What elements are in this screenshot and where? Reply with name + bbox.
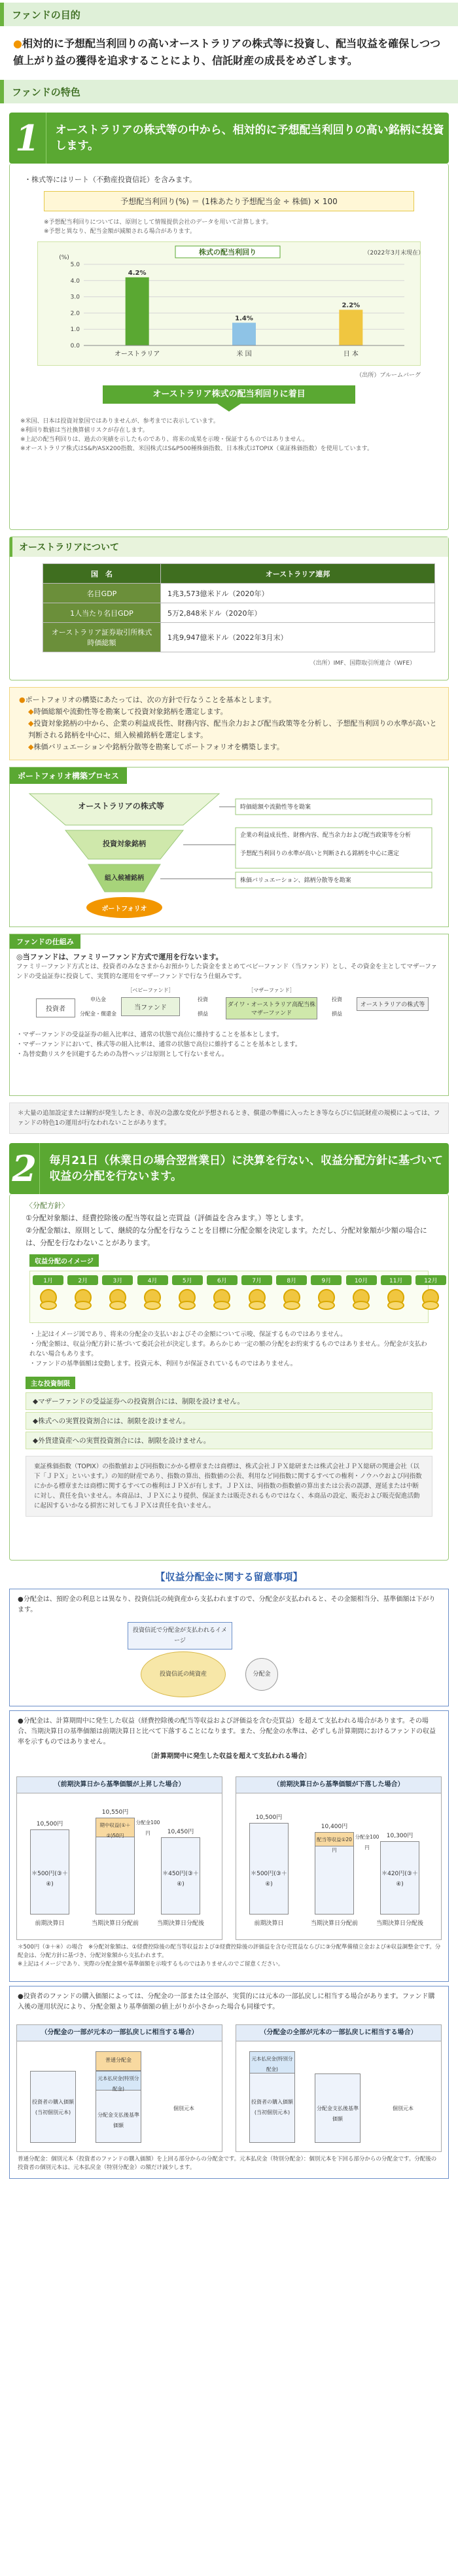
- policy-text: ポートフォリオの構築にあたっては、次の方針で行なうことを基本とします。: [25, 696, 276, 704]
- chart-note: ※上記の配当利回りは、過去の実績を示したものであり、将来の成果を示唆・保証するものではありません。: [20, 436, 309, 443]
- month-cell: [381, 1275, 412, 1310]
- stage-label: 組入候補銘柄: [105, 875, 144, 882]
- y-tick-label: 3.0: [70, 294, 80, 301]
- table-cell-value: 1兆3,573億米ドル（2020年）: [161, 584, 435, 603]
- cal-note: ・ファンドの基準価額は変動します。投資元本、利回りが保証されているものではありません。: [29, 1360, 297, 1367]
- month-cell: [241, 1275, 272, 1310]
- coin-icon: [40, 1301, 57, 1310]
- purpose-text-block: [0, 26, 458, 80]
- structure-note: ・為替変動リスクを回避するための為替ヘッジは原則として行ないません。: [16, 1051, 228, 1058]
- x-tick-label: 日 本: [343, 351, 359, 358]
- cost-label: 投資者の購入価額(当初個別元本): [251, 2099, 293, 2115]
- panel-title: （分配金の一部が元本の一部払戻しに相当する場合）: [17, 2025, 222, 2041]
- nav-value: 10,550円: [101, 1809, 129, 1816]
- y-tick-label: 0.0: [70, 343, 80, 349]
- australia-box: [9, 537, 449, 680]
- caution-subhead: 〔計算期間中に発生した収益を超えて支払われる場合〕: [147, 1753, 311, 1760]
- table-row: [43, 603, 435, 623]
- month-label: 5月: [172, 1275, 203, 1285]
- month-label: 7月: [241, 1275, 272, 1285]
- month-cell: [67, 1275, 98, 1310]
- coin-icon: [109, 1301, 126, 1310]
- arrow-label: 申込金: [90, 997, 106, 1002]
- principal-label: 個別元本: [393, 2106, 414, 2111]
- value-label: ＊450円(③＋④): [162, 1871, 199, 1888]
- down-arrow-icon: [217, 404, 241, 412]
- structure-title: ファンドの仕組み: [10, 934, 80, 949]
- bar: [339, 309, 362, 345]
- coin-icon: [283, 1301, 300, 1310]
- coin-icon: [422, 1301, 439, 1310]
- month-label: 8月: [276, 1275, 307, 1285]
- caution-item3: [9, 1986, 449, 2179]
- coin-icon: [213, 1301, 230, 1310]
- panel-note: ＊500円（③＋④）の場合 ※分配対象額は、①経費控除後の配当等収益および②経費控除後の評価益を含む売買益ならびに③分配準備積立金および④収益調整金です。分配金は、分配方針に基づき、分配対象額から支払われます。: [18, 1944, 441, 1959]
- formula-notes: [44, 218, 440, 236]
- axis-label: 当期決算日分配前: [310, 1920, 358, 1927]
- panel-note: ※上記はイメージであり、実際の分配金額や基準価額を示唆するものではありませんのでご留意ください。: [18, 1961, 284, 1967]
- cal-note: ・分配金額は、収益分配方針に基づいて委託会社が決定します。あらかじめ一定の額の分配をお約束するものではありません。分配金が支払われない場合もあります。: [29, 1341, 427, 1358]
- fund-node: 当ファンド: [121, 997, 180, 1016]
- coin-icon: [144, 1301, 161, 1310]
- coin-icon: [249, 1301, 266, 1310]
- y-tick-label: 4.0: [70, 277, 80, 285]
- y-tick-label: 1.0: [70, 326, 80, 334]
- structure-note: ・マザーファンドの受益証券の組入比率は、通常の状態で高位に維持することを基本とします。: [16, 1031, 283, 1038]
- table-row: [43, 584, 435, 603]
- table-cell-label: 名目GDP: [43, 584, 161, 603]
- table-cell-label: オーストラリア証券取引所株式時価総額: [43, 623, 161, 652]
- point1-number: 1: [9, 113, 46, 164]
- nav-value: 10,300円: [386, 1833, 414, 1839]
- limit-title: 主な投資制限: [26, 1377, 75, 1389]
- point2-number: 2: [9, 1143, 40, 1194]
- table-row: [43, 623, 435, 652]
- point1-box: [9, 164, 449, 530]
- table-header-row: [43, 564, 435, 584]
- policy-text: 時価総額や流動性等を勘案して投資対象銘柄を選定します。: [33, 707, 228, 716]
- month-label: 3月: [102, 1275, 133, 1285]
- panel-fall: [236, 1776, 442, 1940]
- policy-item: ●ポートフォリオの構築にあたっては、次の方針で行なうことを基本とします。: [19, 696, 276, 704]
- month-cell: [346, 1275, 377, 1310]
- policy-item: ②分配金額は、原則として、継続的な分配を行なうことを目標に分配金額を決定します。ただし、分配対象額が少額の場合には、分配を行なわないことがあります。: [26, 1226, 427, 1247]
- caution-text: ●分配金は、計算期間中に発生した収益（経費控除後の配当等収益および評価益を含む売買益）を超えて支払われる場合があります。その場合、当期決算日の基準価額は前期決算日と比べて下落することになります。また、分配金の水準は、必ずしも計算期間におけるファンドの収益率を示すものではありません。: [18, 1718, 436, 1746]
- y-tick-label: 2.0: [70, 310, 80, 317]
- chart-title: 株式の配当利回り: [199, 248, 256, 256]
- distribution-policy: [10, 1194, 448, 1254]
- data-label: 4.2%: [128, 269, 147, 277]
- month-label: 11月: [381, 1275, 412, 1285]
- mother-fund-node: ダイワ・オーストラリア高配当株マザーファンド: [226, 997, 317, 1019]
- limit-item: ◆マザーファンドの受益証券への投資割合には、制限を設けません。: [26, 1392, 432, 1410]
- month-cell: [137, 1275, 168, 1310]
- investor-node: 投資者: [36, 998, 75, 1017]
- x-tick-label: 米 国: [236, 351, 252, 358]
- axis-label: 前期決算日: [35, 1920, 65, 1927]
- pot-label: 投資信託の純資産: [159, 1671, 207, 1678]
- nav-value: 10,400円: [321, 1824, 348, 1830]
- value-label: ＊500円(③＋④): [251, 1871, 287, 1888]
- panel-title: （分配金の全部が元本の一部払戻しに相当する場合）: [236, 2025, 441, 2041]
- month-cell: [207, 1275, 238, 1310]
- structure-note: ・マザーファンドにおいて、株式等の組入比率は、通常の状態で高位に維持することを基本とします。: [16, 1041, 302, 1048]
- limit-item: ◆外貨建資産への実質投資割合には、制限を設けません。: [26, 1432, 432, 1449]
- coin-icon: [353, 1301, 370, 1310]
- nav-label: 分配金支払後基準価額: [97, 2112, 139, 2128]
- panel-notes: [18, 1943, 442, 1969]
- nav-value: 10,500円: [36, 1821, 63, 1827]
- topix-disclaimer: 東証株価指数（TOPIX）の指数値および同指数にかかる標章または商標は、株式会社ＪＰＸ総研または株式会社ＪＰＸ総研の関連会社（以下「ＪＰＸ」といいます。）の知的財産であり、指数の算出、指数値の公表、利用など同指数に関するすべての権利・ノウハウおよび同指数にかかる標章または商標に関するすべての権利はＪＰＸが有します。ＪＰＸは、同指数の指数値の算出または公表の誤謬、遅延または中断に対し、責任を負いません。本商品は、ＪＰＸにより提供、保証または販売されるものではなく、本商品の設定、販売および販売促進活動に起因するいかなる損害に対してもＪＰＸは責任を負いません。: [26, 1456, 432, 1517]
- point2-text: 毎月21日（休業日の場合翌営業日）に決算を行ない、収益分配方針に基づいて収益の分配を行ないます。: [49, 1154, 443, 1183]
- table-header-cell: オーストラリア連邦: [161, 564, 435, 584]
- arrow-label: 損益: [198, 1011, 208, 1017]
- y-axis-unit: (%): [59, 255, 69, 261]
- image-caption: 投資信託で分配金が支払われるイメージ: [128, 1622, 232, 1650]
- arrow-label: 投資: [332, 997, 342, 1002]
- cal-note: ・上記はイメージ図であり、将来の分配金の支払いおよびその金額について示唆、保証するものではありません。: [29, 1331, 347, 1338]
- panel-title: （前期決算日から基準価額が下落した場合）: [236, 1777, 441, 1793]
- value-label: ＊420円(③＋④): [381, 1871, 418, 1888]
- dividend-label: 分配金100円: [135, 1820, 160, 1836]
- features-header: ファンドの特色: [0, 80, 458, 103]
- nav-value: 10,500円: [255, 1814, 283, 1821]
- coin-icon: [75, 1301, 92, 1310]
- panel-rise: [16, 1776, 222, 1940]
- structure-text: [10, 949, 448, 984]
- arrow-label: 損益: [332, 1011, 342, 1017]
- cal-notes: [10, 1327, 448, 1371]
- limit-item: ◆株式への実質投資割合には、制限を設けません。: [26, 1412, 432, 1430]
- data-label: 1.4%: [235, 315, 253, 323]
- point1-band: [9, 113, 449, 164]
- stage-label: ポートフォリオ: [101, 906, 147, 913]
- data-label: 2.2%: [342, 302, 361, 309]
- coin-icon: [387, 1301, 404, 1310]
- reit-note: ・株式等にはリート（不動産投資信託）を含みます。: [24, 175, 197, 184]
- coin-icon: [179, 1301, 196, 1310]
- month-cell: [102, 1275, 133, 1310]
- policy-text: 株価バリュエーションや銘柄分散等を勘案してポートフォリオを構築します。: [33, 743, 284, 751]
- month-label: 2月: [67, 1275, 98, 1285]
- formula-note: ※予想と異なり、配当金額が減額される場合があります。: [44, 228, 196, 235]
- yield-formula: 予想配当利回り(%) ＝ (1株あたり予想配当金 ÷ 株価) × 100: [44, 191, 414, 211]
- australia-title: オーストラリアについて: [10, 537, 448, 557]
- chart-note: ※オーストラリア株式はS&P/ASX200指数、米国株式はS&P500種株価指数、日本株式はTOPIX（東証株価指数）を使用しています。: [20, 446, 373, 452]
- fund-structure: [9, 934, 449, 1096]
- month-label: 10月: [346, 1275, 377, 1285]
- criteria-label: 時価総額や流動性等を勘案: [240, 804, 311, 811]
- process-title: ポートフォリオ構築プロセス: [10, 768, 127, 784]
- point2-box: [9, 1194, 449, 1561]
- australia-source: （出所）IMF、国際取引所連合（WFE）: [309, 660, 415, 667]
- table-header-cell: 国 名: [43, 564, 161, 584]
- table-cell-value: 5万2,848米ドル（2020年）: [161, 603, 435, 623]
- policy-item: ◆投資対象銘柄の中から、企業の利益成長性、財務内容、配当余力および配当政策等を分析し、予想配当利回りの水準が高いと判断される銘柄を中心に、組入候補銘柄を選定します。: [28, 719, 437, 739]
- cal-title: 収益分配のイメージ: [29, 1254, 99, 1267]
- limit-text: マザーファンドの受益証券への投資割合には、制限を設けません。: [38, 1398, 244, 1405]
- month-label: 1月: [33, 1275, 63, 1285]
- structure-lead: ◎当ファンドは、ファミリーファンド方式で運用を行ないます。: [16, 953, 223, 961]
- point2-band: [9, 1143, 449, 1194]
- cost-label: 投資者の購入価額(当初個別元本): [32, 2099, 74, 2115]
- arrow-label: 分配金・償還金: [80, 1011, 116, 1017]
- month-cell: [172, 1275, 203, 1310]
- yield-chart: [37, 241, 424, 366]
- chart-note: ※米国、日本は投資対象国ではありませんが、参考までに表示しています。: [20, 418, 219, 425]
- ordinary-label: 普通分配金: [105, 2057, 132, 2063]
- purpose-header: ファンドの目的: [0, 3, 458, 26]
- bottom-note: 普通分配金：個別元本（投資者のファンドの購入価額）を上回る部分からの分配金です。元本払戻金（特別分配金）：個別元本を下回る部分からの分配金です。分配後の投資者の個別元本は、元本払戻金（特別分配金）の額だけ減少します。: [18, 2156, 437, 2171]
- chart-source: （出所）ブルームバーグ: [356, 372, 421, 379]
- australia-table: [43, 563, 435, 652]
- income-label: 配当等収益①20円: [317, 1837, 352, 1853]
- month-cell: [33, 1275, 63, 1310]
- caution-text: ●投資者のファンドの購入価額によっては、分配金の一部または全部が、実質的には元本の一部払戻しに相当する場合があります。ファンド購入後の運用状況により、分配金額より基準価額の値上がりが小さかった場合も同様です。: [18, 1993, 435, 2011]
- caution-text: ●分配金は、預貯金の利息とは異なり、投資信託の純資産から支払われますので、分配金が支払われると、その金額相当分、基準価額は下がります。: [18, 1596, 436, 1614]
- axis-label: 前期決算日: [254, 1920, 284, 1927]
- panel-full-return: [236, 2024, 442, 2152]
- arrow-label: 投資: [198, 997, 208, 1002]
- yield-chart-svg: [38, 242, 434, 365]
- stage-label: オーストラリアの株式等: [78, 802, 164, 811]
- income-label: 期中収益(①＋②)50円: [99, 1822, 131, 1839]
- policy-item: ①分配対象額は、経費控除後の配当等収益と売買益（評価益を含みます。）等とします。: [26, 1214, 308, 1222]
- return-label: 元本払戻金(特別分配金): [251, 2056, 293, 2072]
- value-label: ＊500円(③＋④): [31, 1871, 68, 1888]
- coin-label: 分配金: [253, 1671, 271, 1678]
- criteria-label: 企業の利益成長性、財務内容、配当余力および配当政策等を分析: [240, 832, 412, 839]
- bar: [126, 277, 149, 345]
- x-tick-label: オーストラリア: [114, 351, 160, 358]
- structure-gray-note: ＊大量の追加設定または解約が発生したとき、市況の急激な変化が予想されるとき、償還の準備に入ったとき等ならびに信託財産の規模によっては、ファンドの特色1の運用が行なわれないことがあります。: [9, 1103, 449, 1134]
- month-label: 4月: [137, 1275, 168, 1285]
- month-cell: [311, 1275, 342, 1310]
- formula-note: ※予想配当利回りについては、原則として情報提供会社のデータを用いて計算します。: [44, 219, 272, 226]
- policy-text: 投資対象銘柄の中から、企業の利益成長性、財務内容、配当余力および配当政策等を分析し、予想配当利回りの水準が高いと判断される銘柄を中心に、組入候補銘柄を選定します。: [28, 719, 437, 739]
- nav-label: 分配金支払後基準価額: [317, 2106, 359, 2122]
- coin-icon: [318, 1301, 335, 1310]
- process-diagram: [10, 768, 448, 926]
- axis-label: 当期決算日分配前: [91, 1920, 139, 1927]
- criteria-label: 株価バリュエーション、銘柄分散等を勘案: [240, 877, 351, 884]
- mother-fund-tag: ［マザーファンド］: [248, 987, 295, 993]
- table-cell-value: 1兆9,947億米ドル（2022年3月末）: [161, 623, 435, 652]
- structure-diagram: [16, 987, 442, 1026]
- panel-title: （前期決算日から基準価額が上昇した場合）: [17, 1777, 222, 1793]
- structure-desc: ファミリーファンド方式とは、投資者のみなさまからお預かりした資金をまとめてベビーファンド（当ファンド）とし、その資金を主としてマザーファンドの受益証券に投資して、実質的な運用をマザーファンドで行なう仕組みです。: [16, 963, 438, 980]
- chart-highlight-banner: オーストラリア株式の配当利回りに着目: [103, 385, 355, 404]
- principal-label: 個別元本: [173, 2106, 194, 2111]
- month-cell: [276, 1275, 307, 1310]
- structure-notes: [10, 1029, 448, 1061]
- portfolio-policy: [9, 687, 449, 760]
- portfolio-process: [9, 767, 449, 927]
- month-label: 9月: [311, 1275, 342, 1285]
- bullet-dot: ●: [13, 37, 22, 50]
- dividend-label: 分配金100円: [355, 1834, 379, 1850]
- y-tick-label: 5.0: [70, 262, 80, 268]
- policy-title: 〈分配方針〉: [26, 1201, 69, 1210]
- chart-date: （2022年3月末現在）: [364, 250, 424, 256]
- caution-item2: [9, 1710, 449, 1982]
- month-label: 12月: [415, 1275, 446, 1285]
- return-label: 元本払戻金(特別分配金): [97, 2075, 139, 2092]
- stage-label: 投資対象銘柄: [103, 839, 146, 848]
- limit-text: 株式への実質投資割合には、制限を設けません。: [38, 1417, 190, 1425]
- chart-note: ※利回り数値は当社換算値リスクが存在します。: [20, 427, 149, 434]
- axis-label: 当期決算日分配後: [376, 1920, 423, 1927]
- caution-title: 【収益分配金に関する留意事項】: [155, 1571, 303, 1583]
- limit-text: 外貨建資産への実質投資割合には、制限を設けません。: [38, 1437, 211, 1445]
- criteria-label: 予想配当利回りの水準が高いと判断される銘柄を中心に選定: [240, 851, 400, 857]
- month-cell: [415, 1275, 446, 1310]
- month-label: 6月: [207, 1275, 238, 1285]
- policy-item: ◆株価バリュエーションや銘柄分散等を勘案してポートフォリオを構築します。: [28, 743, 284, 751]
- axis-label: 当期決算日分配後: [156, 1920, 204, 1927]
- distribution-calendar: [29, 1271, 438, 1323]
- baby-fund-tag: ［ベビーファンド］: [127, 987, 174, 993]
- bar: [232, 323, 256, 345]
- policy-item: ◆時価総額や流動性等を勘案して投資対象銘柄を選定します。: [28, 707, 228, 716]
- point1-text: オーストラリアの株式等の中から、相対的に予想配当利回りの高い銘柄に投資します。: [55, 124, 444, 152]
- table-cell-label: 1人当たり名目GDP: [43, 603, 161, 623]
- asset-node: オーストラリアの株式等: [357, 997, 429, 1011]
- caution-item1: [9, 1589, 449, 1706]
- purpose-text: 相対的に予想配当利回りの高いオーストラリアの株式等に投資し、配当収益を確保しつつ値上がり益の獲得を追求することにより、信託財産の成長をめざします。: [13, 37, 441, 67]
- nav-value: 10,450円: [167, 1829, 194, 1835]
- chart-notes: [20, 417, 438, 453]
- panel-partial-return: [16, 2024, 222, 2152]
